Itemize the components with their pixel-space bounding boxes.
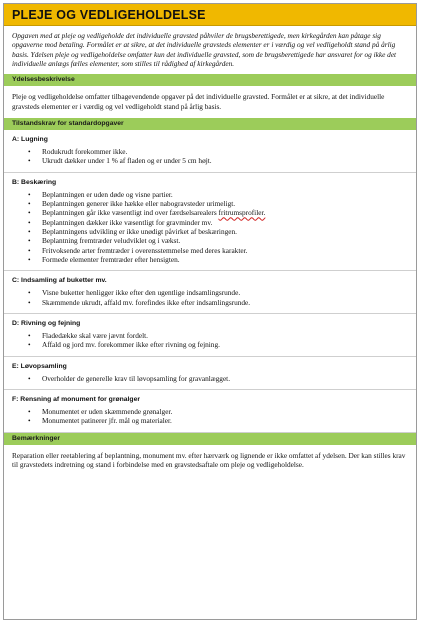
list-item: • Rodukrudt forekommer ikke. — [42, 147, 416, 156]
list-item: • Beplantningen generer ikke hække eller nabogravsteder urimeligt. — [42, 199, 416, 208]
tilstand-heading: Tilstandskrav for standardopgaver — [4, 118, 416, 130]
requirement-list — [4, 190, 416, 265]
document-page — [3, 3, 417, 620]
list-item: • Beplantningen er uden døde og visne partier. — [42, 190, 416, 199]
section-title: A: Lugning — [12, 135, 48, 143]
list-item: • Fladedække skal være jævnt fordelt. — [42, 331, 416, 340]
requirement-list — [4, 374, 416, 383]
requirement-list — [4, 288, 416, 307]
section-b — [4, 173, 416, 272]
list-item: • Monumentet er uden skæmmende grønalger. — [42, 407, 416, 416]
requirement-list — [4, 331, 416, 350]
list-item: • Monumentet patinerer jfr. mål og materialer. — [42, 416, 416, 425]
section-c — [4, 271, 416, 314]
section-title: E: Løvopsamling — [12, 362, 67, 370]
list-item — [42, 208, 416, 217]
page-title: PLEJE OG VEDLIGEHOLDELSE — [4, 4, 416, 26]
section-a — [4, 130, 416, 173]
section-title: B: Beskæring — [12, 178, 57, 186]
section-title: C: Indsamling af buketter mv. — [12, 277, 107, 285]
list-item: • Beplantning fremtræder veludviklet og i vækst. — [42, 236, 416, 245]
ydelses-text: Pleje og vedligeholdelse omfatter tilbagevendende opgaver på det individuelle gravsted. Formålet er at sikre, at det individuelle gravsteds elementer er i værdig og vel vedligeholdt stand på årlig basis. — [12, 92, 385, 111]
section-d — [4, 314, 416, 357]
intro-paragraph: Opgaven med at pleje og vedligeholde det individuelle gravsted påhviler de brugsberettigede, men kirkegården kan påtage sig opgaverne mod betaling. Formålet er at sikre, at det individuelle gravsteds elementer er i værdig og vel vedligeholdt stand på årlig basis. Ydelsen pleje og vedligeholdelse omfatter kun det individuelle gravsted, som de brugsberettigede har ansvaret for og ikke det individuelle anlægs fælles elementer, som stilles til rådighed af kirkegården. — [12, 31, 397, 68]
section-title: D: Rivning og fejning — [12, 319, 81, 327]
requirement-list — [4, 147, 416, 166]
list-item: • Formede elementer fremtræder efter hensigten. — [42, 255, 416, 264]
section-f — [4, 390, 416, 433]
list-item: • Fritvoksende arter fremtræder i overensstemmelse med deres karakter. — [42, 246, 416, 255]
list-item: • Visne buketter henligger ikke efter den ugentlige indsamlingsrunde. — [42, 288, 416, 297]
section-title: F: Rensning af monument for grønalger — [12, 395, 141, 403]
list-item: • Skæmmende ukrudt, affald mv. forefindes ikke efter indsamlingsrunde. — [42, 298, 416, 307]
ydelses-heading: Ydelsesbeskrivelse — [4, 74, 416, 86]
list-item: • Ukrudt dækker under 1 % af fladen og er under 5 cm højt. — [42, 156, 416, 165]
list-item: • Beplantningens udvikling er ikke unødigt påvirket af beskæringen. — [42, 227, 416, 236]
list-item: • Overholder de generelle krav til løvopsamling for gravanlægget. — [42, 374, 416, 383]
list-item-text: Beplantningen går ikke væsentligt ind over færdselsarealers — [42, 208, 217, 218]
section-e — [4, 357, 416, 390]
list-item: • Affald og jord mv. forekommer ikke efter rivning og fejning. — [42, 340, 416, 349]
bemaerkninger-text: Reparation eller reetablering af beplantning, monument mv. efter hærværk og lignende er ikke omfattet af ydelsen. Der kan stilles krav til gravstedets indretning og stand i forbindelse med en gravstedsaftale om pleje og vedligeholdelse. — [12, 450, 406, 470]
requirement-list — [4, 407, 416, 426]
bemaerkninger-heading: Bemærkninger — [4, 433, 416, 445]
misspelled-word: fritrumsprofiler. — [218, 208, 266, 218]
list-item: • Beplantningen dækker ikke væsentligt for gravminder mv. — [42, 218, 416, 227]
